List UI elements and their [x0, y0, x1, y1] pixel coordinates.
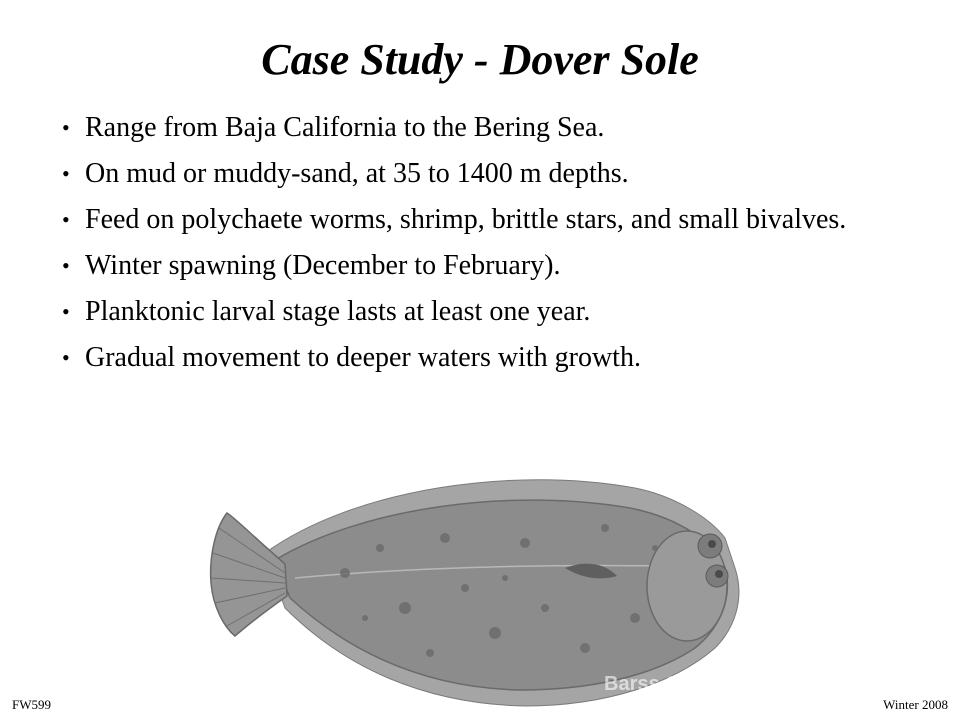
bullet-item-spawning: [62, 248, 882, 284]
bullet-icon: •: [62, 345, 70, 370]
bullet-text: Winter spawning (December to February).: [85, 250, 561, 281]
bullet-icon: •: [62, 207, 70, 232]
image-credit: Barss ODFW: [604, 673, 727, 695]
bullet-item-larval: [62, 294, 882, 330]
bullet-item-habitat: [62, 156, 882, 192]
bullet-text: Planktonic larval stage lasts at least one year.: [85, 296, 591, 327]
bullet-icon: •: [62, 299, 70, 324]
bullet-list: [62, 110, 882, 386]
bullet-item-movement: [62, 340, 882, 376]
footer-course-code: FW599: [12, 697, 51, 712]
bullet-text: Gradual movement to deeper waters with growth.: [85, 342, 641, 373]
bullet-icon: •: [62, 253, 70, 278]
bullet-item-range: [62, 110, 882, 146]
bullet-icon: •: [62, 161, 70, 186]
dover-sole-fish-icon: [205, 468, 765, 708]
bullet-item-feeding: [62, 202, 882, 238]
bullet-icon: •: [62, 115, 70, 140]
bullet-text: Feed on polychaete worms, shrimp, brittle stars, and small bivalves.: [85, 204, 847, 235]
bullet-text: On mud or muddy-sand, at 35 to 1400 m depths.: [85, 158, 629, 189]
bullet-text: Range from Baja California to the Bering Sea.: [85, 112, 605, 143]
slide-title: Case Study - Dover Sole: [261, 35, 699, 84]
footer-term: Winter 2008: [883, 697, 948, 712]
